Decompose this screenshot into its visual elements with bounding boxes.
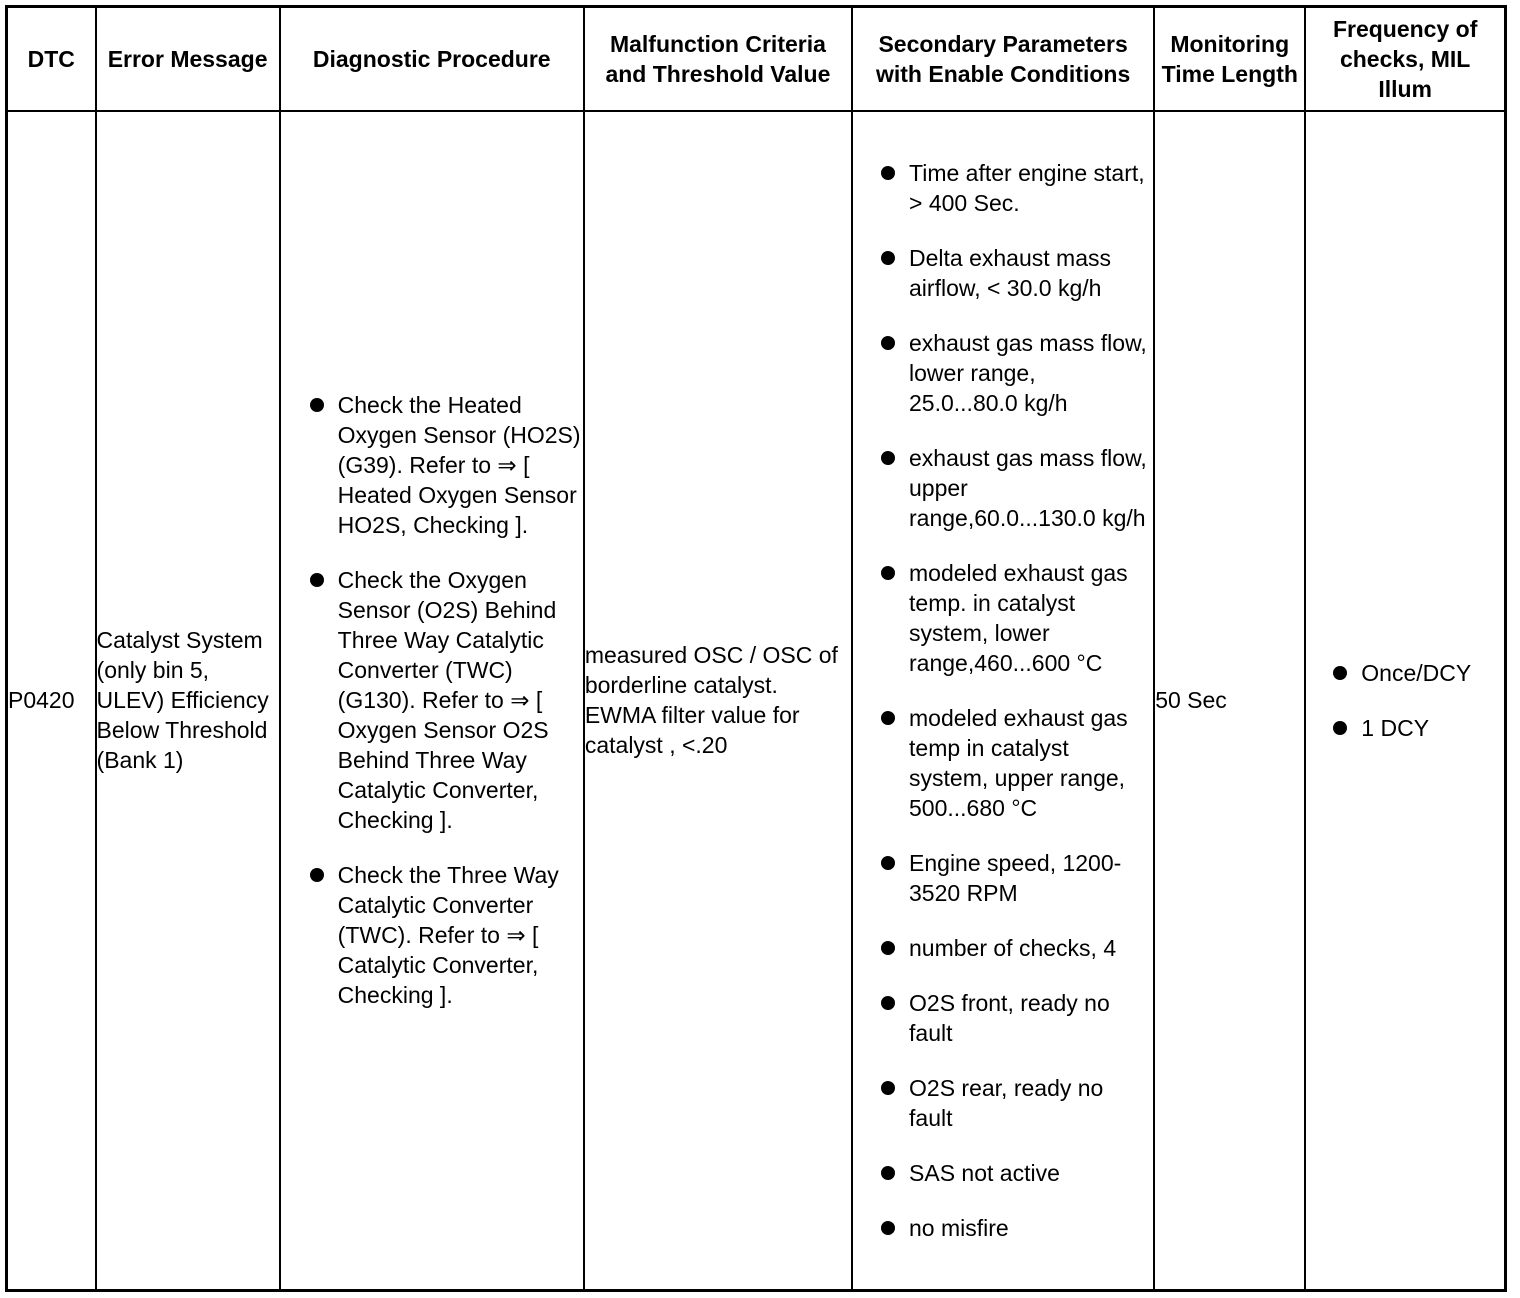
frequency-list xyxy=(1306,658,1504,743)
list-item: Once/DCY xyxy=(1361,658,1504,688)
list-item: Check the Three Way Catalytic Converter (TWC). Refer to ⇒ [ Catalytic Converter, Checking ]. xyxy=(338,860,581,1010)
header-diagnostic-procedure: Diagnostic Procedure xyxy=(280,7,584,111)
header-row xyxy=(7,7,1506,111)
list-item: SAS not active xyxy=(909,1158,1149,1188)
list-item: no misfire xyxy=(909,1213,1149,1243)
list-item: Check the Oxygen Sensor (O2S) Behind Three Way Catalytic Converter (TWC) (G130). Refer to ⇒ [ Oxygen Sensor O2S Behind Three Way Catalytic Converter, Checking ]. xyxy=(338,565,581,835)
list-item: O2S front, ready no fault xyxy=(909,988,1149,1048)
list-item: modeled exhaust gas temp in catalyst system, upper range, 500...680 °C xyxy=(909,703,1149,823)
header-frequency: Frequency of checks, MIL Illum xyxy=(1305,7,1505,111)
list-item: exhaust gas mass flow, lower range, 25.0...80.0 kg/h xyxy=(909,328,1149,418)
list-item: Check the Heated Oxygen Sensor (HO2S) (G39). Refer to ⇒ [ Heated Oxygen Sensor HO2S, Checking ]. xyxy=(337,392,581,539)
error-message: Catalyst System (only bin 5, ULEV) Efficiency Below Threshold (Bank 1) xyxy=(96,111,280,1291)
header-dtc: DTC xyxy=(7,7,96,111)
diagnostic-procedure-cell xyxy=(280,111,584,1291)
list-item: exhaust gas mass flow, upper range,60.0...130.0 kg/h xyxy=(909,443,1149,533)
list-item: O2S rear, ready no fault xyxy=(909,1073,1149,1133)
list-item: Engine speed, 1200-3520 RPM xyxy=(909,848,1149,908)
list-item: number of checks, 4 xyxy=(909,933,1149,963)
monitoring-time: 50 Sec xyxy=(1154,111,1305,1291)
list-item: Time after engine start, > 400 Sec. xyxy=(909,158,1149,218)
header-secondary-parameters: Secondary Parameters with Enable Conditions xyxy=(852,7,1154,111)
table-row xyxy=(7,111,1506,1291)
header-malfunction-criteria: Malfunction Criteria and Threshold Value xyxy=(584,7,852,111)
dtc-code: P0420 xyxy=(7,111,96,1291)
frequency-cell xyxy=(1305,111,1505,1291)
diagnostic-procedure-list xyxy=(281,390,583,1010)
header-error-message: Error Message xyxy=(96,7,280,111)
malfunction-criteria: measured OSC / OSC of borderline catalyst. EWMA filter value for catalyst , <.20 xyxy=(584,111,852,1291)
secondary-parameters-cell xyxy=(852,111,1154,1291)
dtc-table xyxy=(5,5,1507,1292)
list-item: Delta exhaust mass airflow, < 30.0 kg/h xyxy=(909,243,1149,303)
header-monitoring-time: Monitoring Time Length xyxy=(1154,7,1305,111)
list-item: 1 DCY xyxy=(1361,713,1504,743)
secondary-parameters-list xyxy=(853,158,1153,1243)
list-item: modeled exhaust gas temp. in catalyst system, lower range,460...600 °C xyxy=(909,558,1149,678)
